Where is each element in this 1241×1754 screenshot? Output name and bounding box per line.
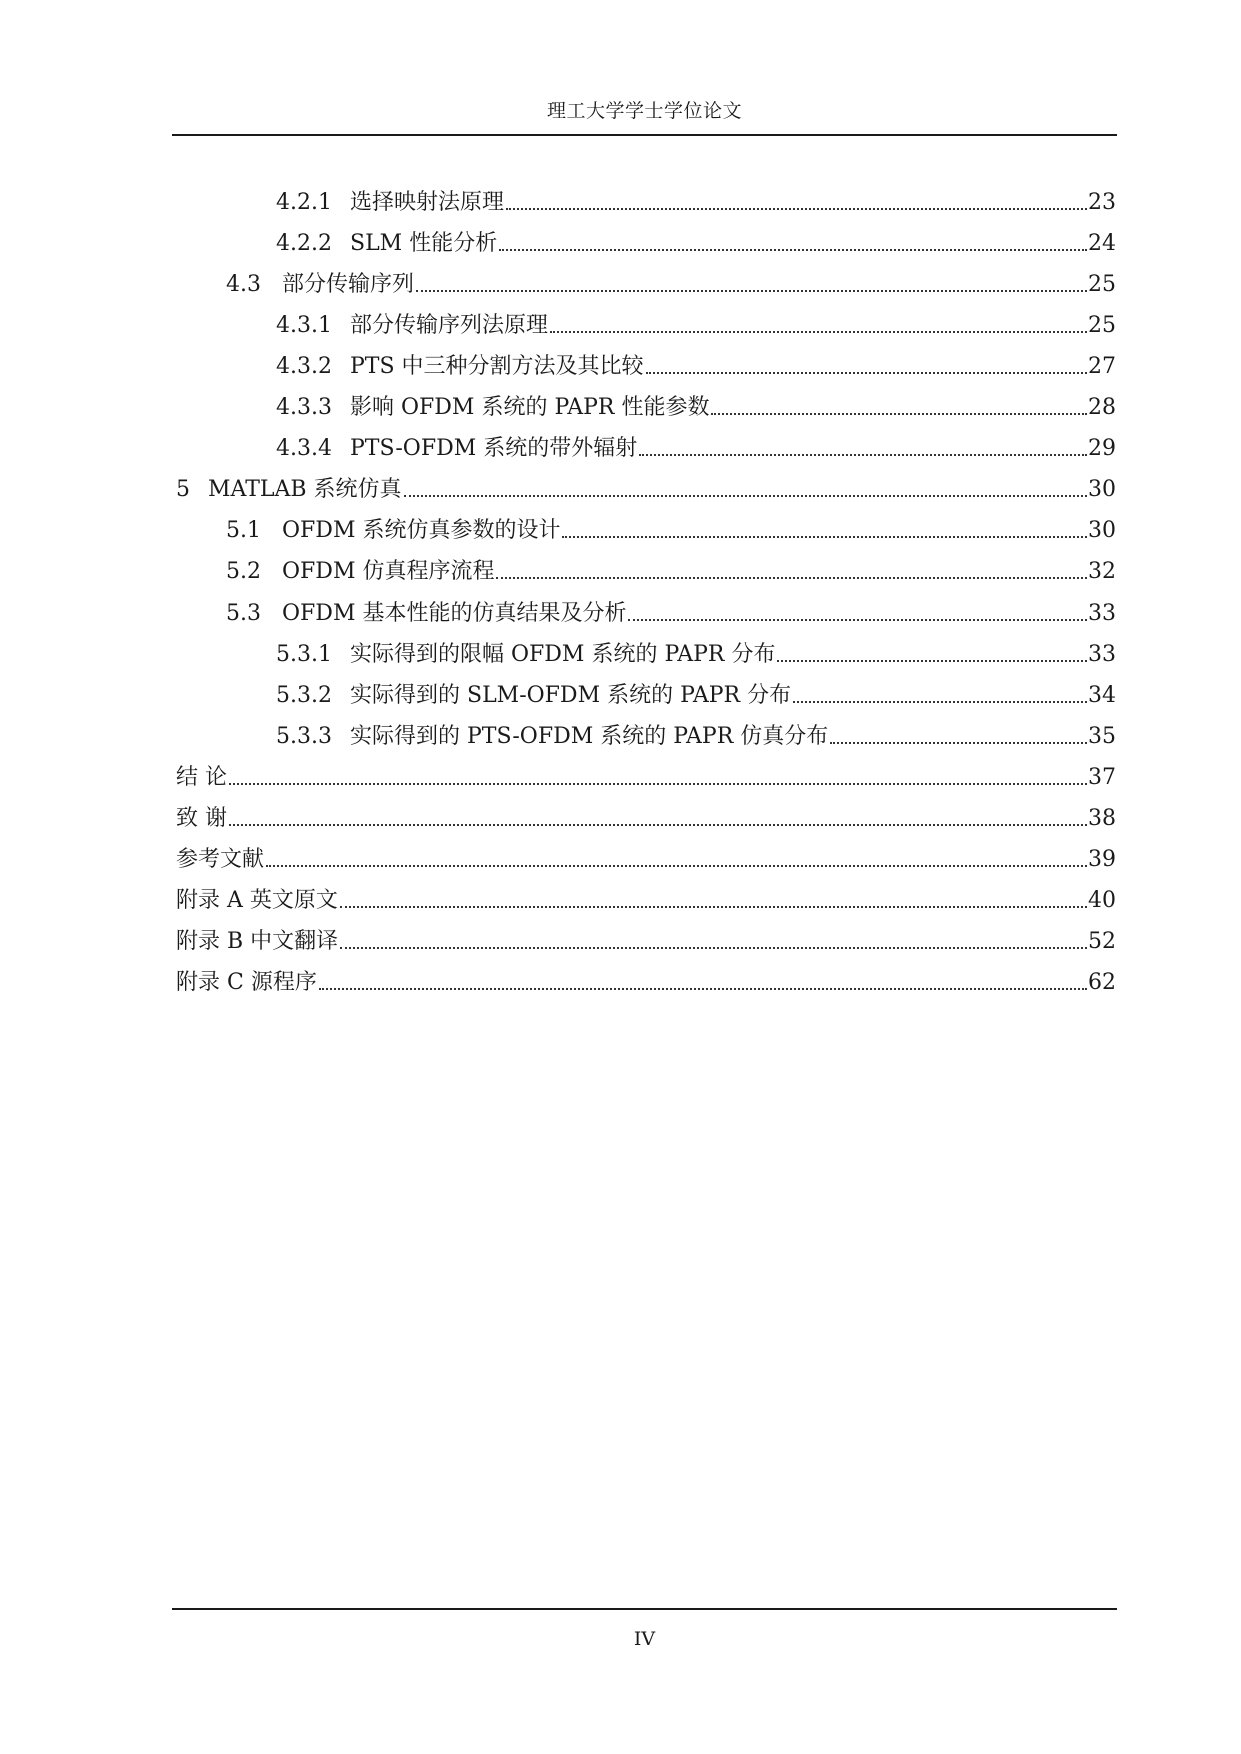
toc-entry-label: 部分传输序列	[282, 272, 415, 297]
toc-entry-label: PTS 中三种分割方法及其比较	[350, 354, 644, 379]
toc-entry-number: 5.3.1	[276, 642, 332, 667]
toc-entry-label: 部分传输序列法原理	[350, 313, 549, 338]
toc-entry-label: OFDM 仿真程序流程	[282, 559, 495, 584]
page-number: IV	[633, 1628, 656, 1650]
running-header: 理工大学学士学位论文	[546, 100, 742, 122]
toc-entry-number: 4.3.4	[276, 436, 332, 461]
toc-entry-page: 25	[1088, 272, 1116, 297]
toc-entry-page: 34	[1088, 683, 1116, 708]
toc-entry-page: 52	[1088, 929, 1116, 954]
dot-leader	[506, 208, 1087, 210]
toc-entry[interactable]	[176, 960, 1116, 996]
toc-entry-page: 33	[1088, 642, 1116, 667]
dot-leader	[266, 865, 1087, 867]
dot-leader	[496, 577, 1087, 579]
toc-entry[interactable]	[176, 796, 1116, 832]
toc-entry-number: 5.2	[226, 559, 261, 584]
toc-entry-number: 5.3	[226, 601, 261, 626]
toc-entry-label: 附录 A 英文原文	[176, 888, 338, 913]
toc-entry-page: 37	[1088, 765, 1116, 790]
header-rule	[172, 134, 1117, 136]
toc-entry-page: 62	[1088, 970, 1116, 995]
toc-entry-number: 5.3.3	[276, 724, 332, 749]
toc-entry-page: 35	[1088, 724, 1116, 749]
toc-entry-page: 29	[1088, 436, 1116, 461]
dot-leader	[404, 495, 1087, 497]
toc-entry-label: OFDM 系统仿真参数的设计	[282, 518, 561, 543]
dot-leader	[628, 619, 1087, 621]
dot-leader	[550, 331, 1087, 333]
toc-entry-label: OFDM 基本性能的仿真结果及分析	[282, 601, 627, 626]
dot-leader	[777, 660, 1087, 662]
toc-entry[interactable]	[276, 180, 1116, 216]
toc-entry[interactable]	[176, 919, 1116, 955]
dot-leader	[562, 536, 1087, 538]
dot-leader	[646, 372, 1087, 374]
toc-entry-number: 5.1	[226, 518, 261, 543]
toc-entry[interactable]	[276, 385, 1116, 421]
dot-leader	[793, 701, 1087, 703]
toc-entry-page: 23	[1088, 190, 1116, 215]
toc-entry-page: 24	[1088, 231, 1116, 256]
toc-entry-page: 38	[1088, 806, 1116, 831]
toc-entry-label: 附录 B 中文翻译	[176, 929, 339, 954]
toc-entry-page: 27	[1088, 354, 1116, 379]
dot-leader	[319, 988, 1087, 990]
toc-entry-number: 4.2.2	[276, 231, 332, 256]
toc-entry-number: 5.3.2	[276, 683, 332, 708]
toc-entry-label: 结 论	[176, 765, 227, 790]
toc-entry-label: 实际得到的 PTS-OFDM 系统的 PAPR 仿真分布	[350, 724, 829, 749]
toc-entry[interactable]	[276, 344, 1116, 380]
toc-entry-number: 4.3.2	[276, 354, 332, 379]
toc-entry[interactable]	[176, 755, 1116, 791]
dot-leader	[416, 290, 1087, 292]
toc-entry[interactable]	[226, 262, 1116, 298]
toc-entry[interactable]	[276, 673, 1116, 709]
toc-entry-number: 4.3.3	[276, 395, 332, 420]
toc-entry-label: MATLAB 系统仿真	[208, 477, 402, 502]
toc-entry[interactable]	[276, 632, 1116, 668]
toc-entry[interactable]	[276, 221, 1116, 257]
dot-leader	[340, 906, 1087, 908]
toc-entry[interactable]	[276, 714, 1116, 750]
dot-leader	[830, 742, 1087, 744]
toc-entry-label: 致 谢	[176, 806, 227, 831]
toc-entry[interactable]	[276, 303, 1116, 339]
toc-entry-number: 4.3	[226, 272, 261, 297]
toc-entry[interactable]	[226, 591, 1116, 627]
toc-entry-label: 附录 C 源程序	[176, 970, 317, 995]
dot-leader	[711, 413, 1087, 415]
toc-entry-label: 参考文献	[176, 847, 265, 872]
dot-leader	[229, 783, 1087, 785]
toc-entry-label: 影响 OFDM 系统的 PAPR 性能参数	[350, 395, 710, 420]
toc-entry[interactable]	[226, 549, 1116, 585]
toc-entry-number: 5	[176, 477, 190, 502]
dot-leader	[639, 454, 1087, 456]
toc-entry-page: 30	[1088, 518, 1116, 543]
toc-entry-page: 39	[1088, 847, 1116, 872]
toc-entry-label: 选择映射法原理	[350, 190, 505, 215]
toc-entry-number: 4.2.1	[276, 190, 332, 215]
toc-entry[interactable]	[276, 426, 1116, 462]
toc-entry[interactable]	[176, 837, 1116, 873]
toc-entry-page: 32	[1088, 559, 1116, 584]
dot-leader	[340, 947, 1087, 949]
toc-entry-page: 33	[1088, 601, 1116, 626]
toc-entry-page: 30	[1088, 477, 1116, 502]
toc-entry[interactable]	[176, 878, 1116, 914]
toc-entry[interactable]	[176, 467, 1116, 503]
footer-rule	[172, 1608, 1117, 1610]
dot-leader	[229, 824, 1087, 826]
toc-entry-page: 28	[1088, 395, 1116, 420]
toc-entry-label: PTS-OFDM 系统的带外辐射	[350, 436, 638, 461]
toc-entry-label: 实际得到的 SLM-OFDM 系统的 PAPR 分布	[350, 683, 792, 708]
toc-entry[interactable]	[226, 508, 1116, 544]
toc-entry-label: SLM 性能分析	[350, 231, 498, 256]
toc-entry-number: 4.3.1	[276, 313, 332, 338]
toc-entry-page: 40	[1088, 888, 1116, 913]
toc-entry-page: 25	[1088, 313, 1116, 338]
toc-entry-label: 实际得到的限幅 OFDM 系统的 PAPR 分布	[350, 642, 776, 667]
dot-leader	[499, 249, 1087, 251]
